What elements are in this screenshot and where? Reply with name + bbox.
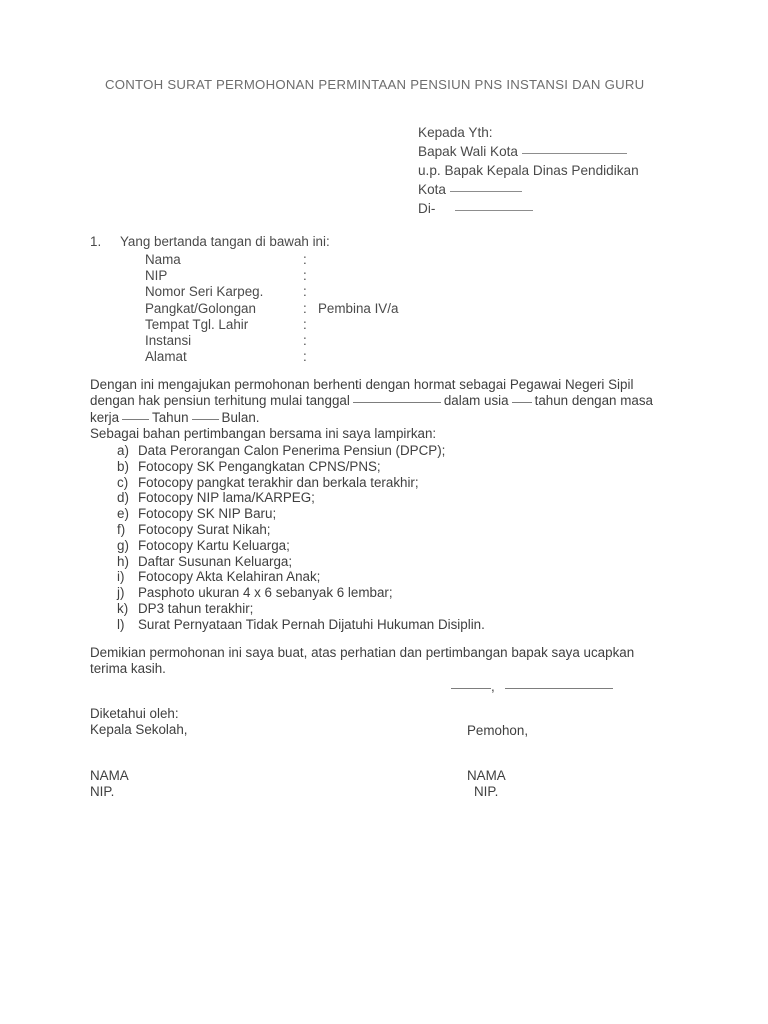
place-blank-line [451,688,491,689]
list-item-text: DP3 tahun terakhir; [138,600,254,616]
addressee-kepada-text: Kepada Yth: [418,125,493,140]
field-label: Alamat [145,349,187,365]
list-item-text: Fotocopy Surat Nikah; [138,521,271,537]
list-item-marker: d) [117,490,129,506]
attachments-intro: Sebagai bahan pertimbangan bersama ini saya lampirkan: [90,426,437,441]
attachment-list [117,443,485,633]
field-colon: : [303,316,307,332]
di-blank-line [455,210,533,211]
list-item-marker: b) [117,458,129,474]
list-item [117,617,485,633]
request-text-part4: Tahun [152,409,189,425]
signature-right-name: NAMA [467,768,506,783]
closing-paragraph [90,645,660,678]
list-item [117,538,485,554]
addressee-block [418,123,639,218]
list-item [117,569,485,585]
addressee-di-text: Di- [418,201,436,216]
list-item-text: Fotocopy SK Pengangkatan CPNS/PNS; [138,458,381,474]
date-blank-line [505,688,613,689]
field-row [145,300,399,317]
request-text-part2: dalam usia [443,393,509,409]
list-item-text: Fotocopy pangkat terakhir dan berkala terakhir; [138,474,419,490]
field-colon: : [303,349,307,365]
signature-left-role: Kepala Sekolah, [90,722,188,738]
addressee-line-kota [418,180,639,199]
list-item-marker: k) [117,600,129,616]
signature-right-name-block [467,768,506,801]
field-row [145,332,307,349]
list-item [117,490,485,506]
list-item-marker: c) [117,474,129,490]
field-colon: : [303,300,307,316]
list-item-marker: f) [117,521,126,537]
list-item [117,585,485,601]
signature-right-role: Pemohon, [467,723,529,738]
addressee-kota-text: Kota [418,182,446,197]
section-1-heading: Yang bertanda tangan di bawah ini: [120,234,330,249]
list-item [117,506,485,522]
field-label: Nomor Seri Karpeg. [145,284,264,300]
tanggal-blank-line [353,402,441,403]
signature-right-nip: NIP. [474,784,499,800]
addressee-line-di [418,199,639,218]
masa-kerja-bulan-blank-line [192,419,219,420]
list-item [117,554,485,570]
page-title: CONTOH SURAT PERMOHONAN PERMINTAAN PENSIUN PNS INSTANSI DAN GURU [105,77,645,92]
request-text-part3: tahun dengan masa kerja [90,393,653,425]
list-item-text: Daftar Susunan Keluarga; [138,553,293,569]
list-item [117,522,485,538]
signature-left-name-block [90,768,129,801]
list-item-marker: j) [117,585,125,601]
addressee-line-dinas [418,161,639,180]
list-item-marker: l) [117,616,125,632]
list-item [117,475,485,491]
field-label: Tempat Tgl. Lahir [145,316,249,332]
signature-left-nip: NIP. [90,784,115,800]
list-item [117,459,485,475]
list-item-text: Fotocopy SK NIP Baru; [138,506,277,522]
identity-field-list [145,252,399,365]
list-item-marker: e) [117,506,129,522]
addressee-line-wali-kota [418,142,639,161]
list-item-marker: h) [117,553,129,569]
request-paragraph [90,377,678,426]
field-row [145,252,307,268]
list-item-text: Pasphoto ukuran 4 x 6 sebanyak 6 lembar; [138,585,393,601]
request-paragraph-line [90,377,678,426]
field-colon: : [303,268,307,284]
list-item-marker: g) [117,537,129,553]
list-item-marker: i) [117,569,125,585]
addressee-line-kepada [418,123,639,142]
list-item [117,601,485,617]
kota-blank-line [450,191,522,192]
signature-left-name: NAMA [90,768,129,783]
usia-blank-line [512,402,532,403]
field-label: Pangkat/Golongan [145,300,256,316]
field-colon: : [303,252,307,267]
field-label: NIP [145,268,168,284]
closing-text: Demikian permohonan ini saya buat, atas perhatian dan pertimbangan bapak saya ucapkan terima kasih. [90,645,635,677]
addressee-wali-kota-text: Bapak Wali Kota [418,144,518,159]
list-item-marker: a) [117,443,129,458]
field-label: Instansi [145,332,192,348]
field-row [145,284,307,300]
request-text-part5: Bulan. [221,409,260,425]
wali-kota-blank-line [522,153,627,154]
list-item-text: Fotocopy Kartu Keluarga; [138,537,290,553]
date-separator: , [491,679,495,694]
list-item-text: Fotocopy Akta Kelahiran Anak; [138,569,321,585]
list-item [117,443,485,459]
field-row [145,268,307,284]
signature-left-known-by: Diketahui oleh: [90,706,179,721]
field-label: Nama [145,252,181,267]
date-place-line [451,679,613,694]
masa-kerja-tahun-blank-line [122,419,149,420]
signature-left-title-block [90,706,188,739]
field-row [145,316,307,333]
addressee-dinas-text: u.p. Bapak Kepala Dinas Pendidikan [418,163,639,178]
section-1-number: 1. [90,234,102,249]
list-item-text: Fotocopy NIP lama/KARPEG; [138,490,315,506]
field-colon: : [303,284,307,300]
list-item-text: Data Perorangan Calon Penerima Pensiun (DPCP); [138,443,446,458]
field-row [145,349,307,365]
field-colon: : [303,332,307,348]
request-text-part1: Dengan ini mengajukan permohonan berhenti dengan hormat sebagai Pegawai Negeri Sipil dengan hak pensiun terhitung mulai tanggal [90,377,634,409]
field-value: Pembina IV/a [318,300,399,316]
list-item-text: Surat Pernyataan Tidak Pernah Dijatuhi Hukuman Disiplin. [138,616,485,632]
